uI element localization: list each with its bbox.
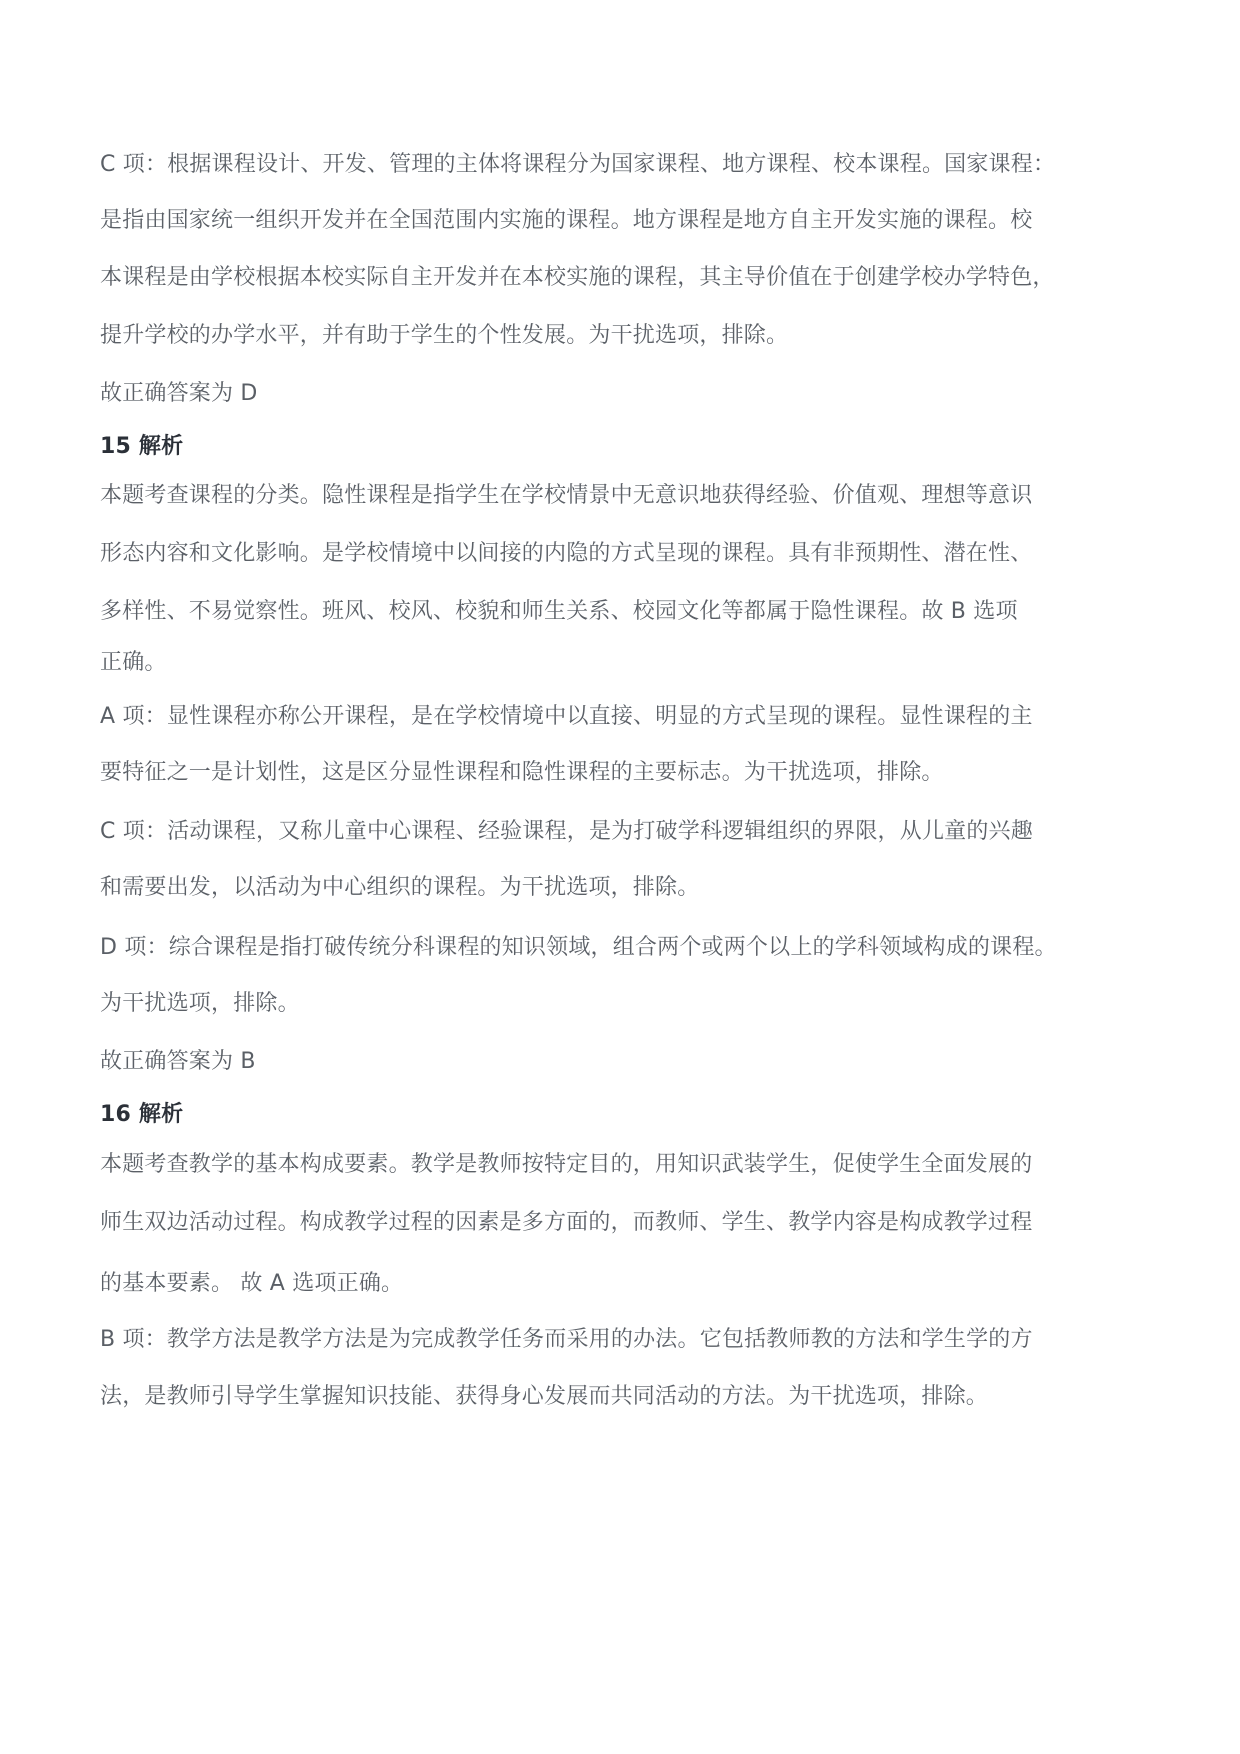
section-heading-q16: 16 解析 [100,1102,184,1127]
option-c-analysis-line-1: C 项：根据课程设计、开发、管理的主体将课程分为国家课程、地方课程、校本课程。国家课程： [100,152,1056,177]
answer-line-q15: 故正确答案为 B [100,1049,256,1074]
q15-option-a-line-2: 要特征之一是计划性，这是区分显性课程和隐性课程的主要标志。为干扰选项，排除。 [100,760,944,785]
q15-option-d-line-1: D 项：综合课程是指打破传统分科课程的知识领域，组合两个或两个以上的学科领域构成的课程。 [100,935,1057,960]
q15-option-c-line-1: C 项：活动课程，又称儿童中心课程、经验课程，是为打破学科逻辑组织的界限，从儿童的兴趣 [100,819,1033,844]
q16-option-b-line-1: B 项：教学方法是教学方法是为完成教学任务而采用的办法。它包括教师教的方法和学生学的方 [100,1327,1033,1352]
answer-line-q14: 故正确答案为 D [100,381,258,406]
q15-option-c-line-2: 和需要出发，以活动为中心组织的课程。为干扰选项，排除。 [100,875,700,900]
q15-option-a-line-1: A 项：显性课程亦称公开课程，是在学校情境中以直接、明显的方式呈现的课程。显性课程的主 [100,704,1033,729]
option-c-analysis-line-3: 本课程是由学校根据本校实际自主开发并在本校实施的课程，其主导价值在于创建学校办学特色， [100,265,1055,290]
option-c-analysis-line-2: 是指由国家统一组织开发并在全国范围内实施的课程。地方课程是地方自主开发实施的课程。校 [100,208,1033,233]
section-heading-q15: 15 解析 [100,434,184,459]
q15-option-d-line-2: 为干扰选项，排除。 [100,991,300,1016]
q15-intro-line-2: 形态内容和文化影响。是学校情境中以间接的内隐的方式呈现的课程。具有非预期性、潜在性、 [100,541,1033,566]
q15-intro-line-3: 多样性、不易觉察性。班风、校风、校貌和师生关系、校园文化等都属于隐性课程。故 B 选项 [100,599,1018,624]
q16-intro-line-1: 本题考查教学的基本构成要素。教学是教师按特定目的，用知识武装学生，促使学生全面发展的 [100,1152,1033,1177]
q15-intro-line-1: 本题考查课程的分类。隐性课程是指学生在学校情景中无意识地获得经验、价值观、理想等意识 [100,483,1033,508]
q16-intro-line-2: 师生双边活动过程。构成教学过程的因素是多方面的，而教师、学生、教学内容是构成教学过程 [100,1210,1033,1235]
q16-option-b-line-2: 法，是教师引导学生掌握知识技能、获得身心发展而共同活动的方法。为干扰选项，排除。 [100,1384,989,1409]
option-c-analysis-line-4: 提升学校的办学水平，并有助于学生的个性发展。为干扰选项，排除。 [100,323,789,348]
q16-intro-line-3: 的基本要素。 故 A 选项正确。 [100,1271,404,1296]
q15-intro-line-4: 正确。 [100,650,167,675]
